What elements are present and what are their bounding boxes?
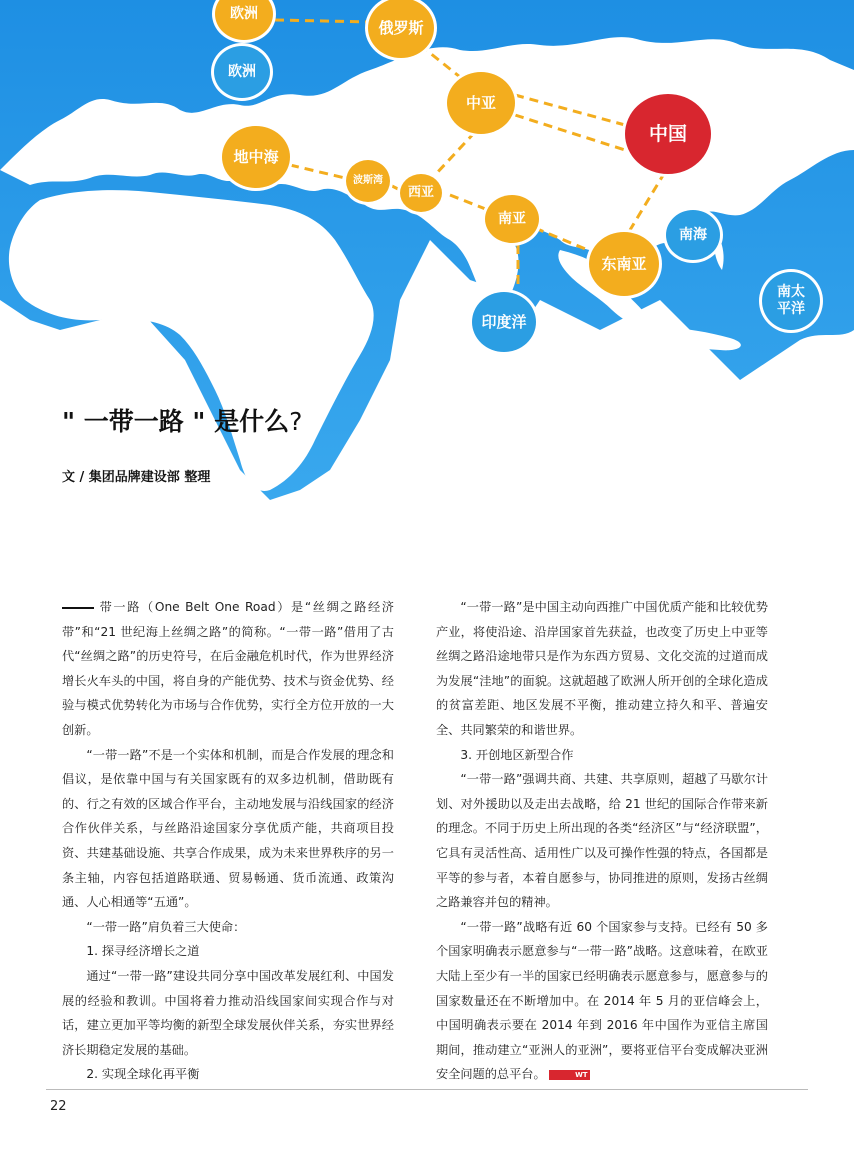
node-russia: 俄罗斯 [368,0,434,58]
node-europe-top: 欧洲 [215,0,273,40]
node-south-pacific [762,272,820,330]
node-south-asia: 南亚 [485,195,539,243]
left-paragraph-3: “一带一路”肩负着三大使命： [86,919,246,934]
node-mediterranean: 地中海 [222,126,290,188]
footer-divider [46,1089,808,1090]
node-europe: 欧洲 [214,46,270,98]
map-background [0,0,854,520]
node-china: 中国 [625,94,711,174]
right-paragraph-1: “一带一路”是中国主动向西推广中国优质产能和比较优势产业，将使沿途、沿岸国家首先获益，也改变了历史上中亚等丝绸之路沿途地带只是作为东西方贸易、文化交流的过道而成为发展“洼地”的面貌。这就超越了欧洲人所开创的全球化造成的贫富差距、地区发展不平衡，推动建立持久和平、普遍安全、共同繁荣的和谐世界。 [436,600,768,737]
south-pacific-line1: 南太 [777,284,805,301]
node-south-china-sea: 南海 [666,210,720,260]
left-column [62,595,394,1087]
node-central-asia: 中亚 [447,72,515,134]
drop-dash [62,607,94,609]
australia-land [696,385,854,502]
page-number: 22 [50,1099,67,1114]
node-persian-gulf: 波斯湾 [346,160,390,202]
left-heading-1: 1. 探寻经济增长之道 [86,944,200,959]
article-title [62,402,302,438]
left-paragraph-1-text: 带一路（One Belt One Road）是“丝绸之路经济带”和“21 世纪海上丝绸之路”的简称。“一带一路”借用了古代“丝绸之路”的历史符号，在后金融危机时代，作为世界经济增长火车头的中国，将自身的产能优势、技术与资金优势、经验与模式优势转化为市场与合作优势，实行全方位开放的一大创新。 [62,600,394,737]
silk-road-map [0,0,854,520]
left-paragraph-2: “一带一路”不是一个实体和机制，而是合作发展的理念和倡议，是依靠中国与有关国家既有的双多边机制，借助既有的、行之有效的区域合作平台，主动地发展与沿线国家的经济合作伙伴关系，与丝路沿途国家分享优质产能，共商项目投资、共建基础设施、共享合作成果，成为未来世界秩序的另一条主轴，内容包括道路联通、贸易畅通、货币流通、政策沟通、人心相通等“五通”。 [62,747,394,910]
right-column [436,595,768,1087]
left-paragraph-1 [62,595,394,743]
left-heading-2: 2. 实现全球化再平衡 [86,1067,200,1082]
node-west-asia: 西亚 [400,174,442,212]
right-paragraph-2: “一带一路”强调共商、共建、共享原则，超越了马歇尔计划、对外援助以及走出去战略，给 21 世纪的国际合作带来新的理念。不同于历史上所出现的各类“经济区”与“经济联盟”，它具有灵活性高、适用性广以及可操作性强的特点，各国都是平等的参与者，本着自愿参与，协同推进的原则，发扬古丝绸之路兼容并包的精神。 [436,772,768,910]
right-heading-3: 3. 开创地区新型合作 [460,747,574,762]
south-pacific-line2: 平洋 [777,301,805,317]
node-southeast-asia: 东南亚 [589,232,659,296]
node-indian-ocean: 印度洋 [472,292,536,352]
right-paragraph-3-text: “一带一路”战略有近 60 个国家参与支持。已经有 50 多个国家明确表示愿意参与“一带一路”战略。这意味着，在欧亚大陆上至少有一半的国家已经明确表示愿意参与，愿意参与的国家数量还在不断增加中。在 2014 年 5 月的亚信峰会上，中国明确表示要在 2014 年到 2016 年中国作为亚信主席国期间，推动建立“亚洲人的亚洲”，要将亚信平台变成解决亚洲安全问题的总平台。 [436,919,768,1082]
article-byline: 文 / 集团品牌建设部 整理 [62,470,211,485]
left-paragraph-4: 通过“一带一路”建设共同分享中国改革发展红利、中国发展的经验和教训。中国将着力推动沿线国家间实现合作与对话，建立更加平等均衡的新型全球发展伙伴关系，夯实世界经济长期稳定发展的基础。 [62,968,394,1057]
title-question-mark: ? [289,407,303,436]
right-paragraph-3 [436,915,768,1087]
title-main: " 一带一路 " 是什么 [62,407,290,436]
end-mark-logo: WT [549,1070,590,1080]
